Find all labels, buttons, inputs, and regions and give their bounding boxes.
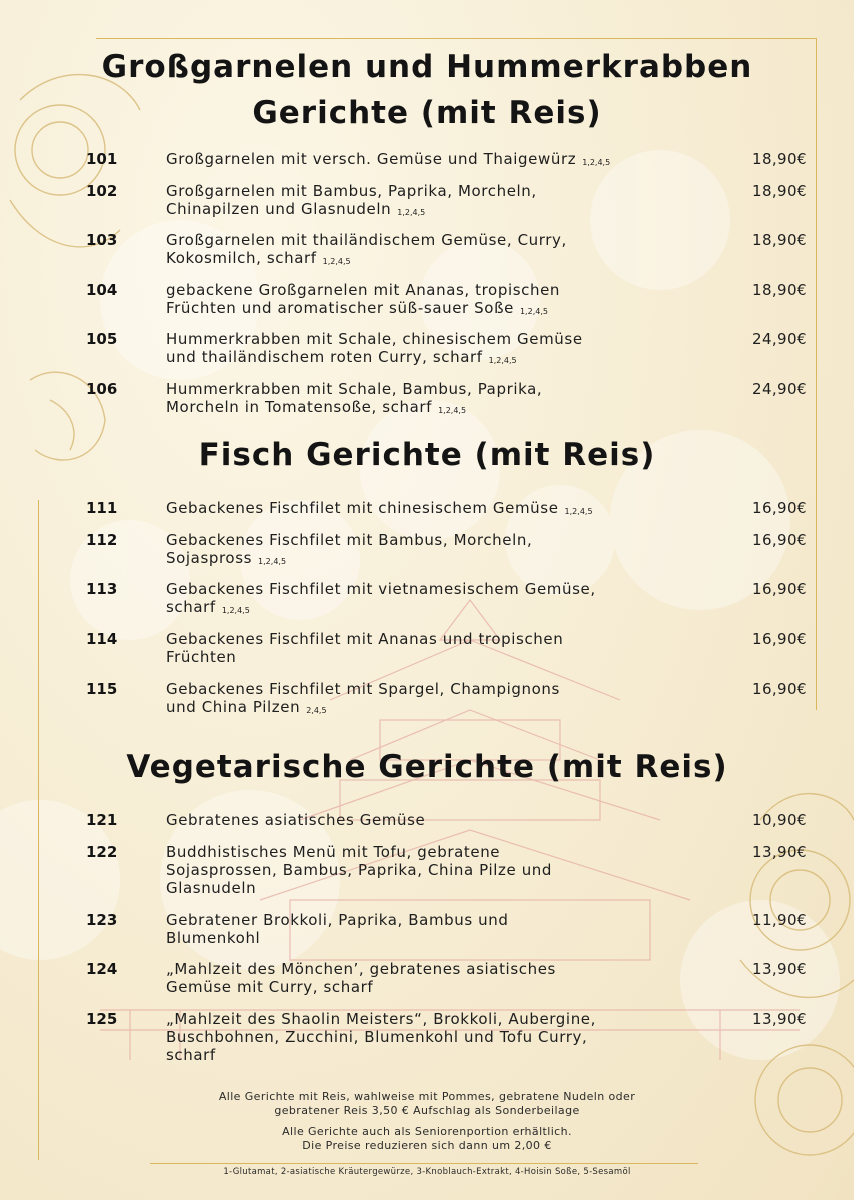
item-number: 101 xyxy=(86,150,118,168)
item-line: Morcheln in Tomatensoße, scharf xyxy=(166,398,433,416)
item-description xyxy=(166,960,726,996)
note-side-dish-line2: gebratener Reis 3,50 € Aufschlag als Sonderbeilage xyxy=(274,1104,580,1117)
item-line: „Mahlzeit des Shaolin Meisters“, Brokkoli, Aubergine, xyxy=(166,1010,596,1028)
item-price: 13,90€ xyxy=(752,1010,807,1028)
item-number: 125 xyxy=(86,1010,118,1028)
item-price: 13,90€ xyxy=(752,843,807,861)
item-line: Chinapilzen und Glasnudeln xyxy=(166,200,392,218)
item-price: 16,90€ xyxy=(752,531,807,549)
item-line: Sojaspross xyxy=(166,549,253,567)
item-description xyxy=(166,281,726,321)
item-line: Kokosmilch, scharf xyxy=(166,249,317,267)
item-price: 24,90€ xyxy=(752,330,807,348)
item-description xyxy=(166,811,726,829)
note-senior-line2: Die Preise reduzieren sich dann um 2,00 € xyxy=(302,1139,552,1152)
item-allergens: 1,2,4,5 xyxy=(519,307,548,316)
item-line: und China Pilzen xyxy=(166,698,301,716)
section-title-fish: Fisch Gerichte (mit Reis) xyxy=(198,437,656,473)
item-line: Gebackenes Fischfilet mit Spargel, Champignons xyxy=(166,680,560,698)
item-description xyxy=(166,531,726,571)
item-price: 18,90€ xyxy=(752,281,807,299)
item-allergens: 1,2,4,5 xyxy=(582,158,611,167)
item-line: Glasnudeln xyxy=(166,879,257,897)
item-line: Gebackenes Fischfilet mit chinesischem Gemüse xyxy=(166,499,559,517)
item-price: 16,90€ xyxy=(752,630,807,648)
section-title-prawns-line2: Gerichte (mit Reis) xyxy=(252,95,602,131)
item-price: 11,90€ xyxy=(752,911,807,929)
item-number: 112 xyxy=(86,531,118,549)
item-line: Großgarnelen mit versch. Gemüse und Thaigewürz xyxy=(166,150,577,168)
item-line: „Mahlzeit des Mönchen’, gebratenes asiatisches xyxy=(166,960,556,978)
item-price: 16,90€ xyxy=(752,680,807,698)
gold-frame-left xyxy=(38,500,39,1160)
item-description xyxy=(166,680,726,720)
item-line: Hummerkrabben mit Schale, chinesischem Gemüse xyxy=(166,330,583,348)
item-line: Gebratener Brokkoli, Paprika, Bambus und xyxy=(166,911,509,929)
item-description xyxy=(166,499,726,521)
item-price: 10,90€ xyxy=(752,811,807,829)
item-price: 18,90€ xyxy=(752,150,807,168)
item-description xyxy=(166,330,726,370)
item-description xyxy=(166,911,726,947)
item-line: Früchten und aromatischer süß-sauer Soße xyxy=(166,299,514,317)
item-number: 113 xyxy=(86,580,118,598)
gold-frame-bottom xyxy=(150,1163,698,1164)
item-allergens: 1,2,4,5 xyxy=(258,557,287,566)
item-line: Gebackenes Fischfilet mit Ananas und tropischen xyxy=(166,630,564,648)
item-description xyxy=(166,580,726,620)
section-title-prawns-line1: Großgarnelen und Hummerkrabben xyxy=(101,49,753,85)
item-line: Gebratenes asiatisches Gemüse xyxy=(166,811,426,829)
item-description xyxy=(166,150,726,172)
section-title-vegetarian: Vegetarische Gerichte (mit Reis) xyxy=(126,749,728,785)
gold-frame-right xyxy=(816,38,817,710)
item-number: 111 xyxy=(86,499,118,517)
item-number: 115 xyxy=(86,680,118,698)
item-description xyxy=(166,630,726,666)
item-line: Sojasprossen, Bambus, Paprika, China Pilze und xyxy=(166,861,553,879)
item-price: 13,90€ xyxy=(752,960,807,978)
item-number: 121 xyxy=(86,811,118,829)
item-price: 18,90€ xyxy=(752,231,807,249)
item-number: 124 xyxy=(86,960,118,978)
item-allergens: 1,2,4,5 xyxy=(221,606,250,615)
item-line: Gebackenes Fischfilet mit vietnamesischem Gemüse, xyxy=(166,580,596,598)
item-line: scharf xyxy=(166,1046,216,1064)
item-line: Buddhistisches Menü mit Tofu, gebratene xyxy=(166,843,501,861)
item-number: 102 xyxy=(86,182,118,200)
item-line: scharf xyxy=(166,598,216,616)
item-description xyxy=(166,1010,726,1064)
item-allergens: 2,4,5 xyxy=(306,706,327,715)
item-line: gebackene Großgarnelen mit Ananas, tropischen xyxy=(166,281,561,299)
item-number: 106 xyxy=(86,380,118,398)
item-line: Großgarnelen mit Bambus, Paprika, Morcheln, xyxy=(166,182,537,200)
item-allergens: 1,2,4,5 xyxy=(564,507,593,516)
item-line: Großgarnelen mit thailändischem Gemüse, Curry, xyxy=(166,231,567,249)
item-line: Hummerkrabben mit Schale, Bambus, Paprika, xyxy=(166,380,543,398)
item-line: Früchten xyxy=(166,648,237,666)
item-line: Buschbohnen, Zucchini, Blumenkohl und Tofu Curry, xyxy=(166,1028,588,1046)
item-number: 103 xyxy=(86,231,118,249)
allergen-legend: 1-Glutamat, 2-asiatische Kräutergewürze, 3-Knoblauch-Extrakt, 4-Hoisin Soße, 5-Sesamöl xyxy=(223,1167,631,1177)
item-price: 16,90€ xyxy=(752,499,807,517)
item-description xyxy=(166,380,726,420)
item-allergens: 1,2,4,5 xyxy=(322,257,351,266)
item-line: Gemüse mit Curry, scharf xyxy=(166,978,374,996)
item-price: 18,90€ xyxy=(752,182,807,200)
item-description xyxy=(166,182,726,222)
item-allergens: 1,2,4,5 xyxy=(397,208,426,217)
item-number: 123 xyxy=(86,911,118,929)
note-senior-line1: Alle Gerichte auch als Seniorenportion erhältlich. xyxy=(282,1125,572,1138)
item-price: 16,90€ xyxy=(752,580,807,598)
item-price: 24,90€ xyxy=(752,380,807,398)
item-number: 104 xyxy=(86,281,118,299)
item-number: 114 xyxy=(86,630,118,648)
item-number: 122 xyxy=(86,843,118,861)
item-allergens: 1,2,4,5 xyxy=(438,406,467,415)
note-side-dish-line1: Alle Gerichte mit Reis, wahlweise mit Pommes, gebratene Nudeln oder xyxy=(218,1090,636,1103)
gold-frame-top xyxy=(96,38,816,39)
item-line: Blumenkohl xyxy=(166,929,261,947)
item-allergens: 1,2,4,5 xyxy=(488,356,517,365)
item-number: 105 xyxy=(86,330,118,348)
item-description xyxy=(166,231,726,271)
item-line: und thailändischem roten Curry, scharf xyxy=(166,348,483,366)
item-description xyxy=(166,843,726,897)
item-line: Gebackenes Fischfilet mit Bambus, Morcheln, xyxy=(166,531,533,549)
